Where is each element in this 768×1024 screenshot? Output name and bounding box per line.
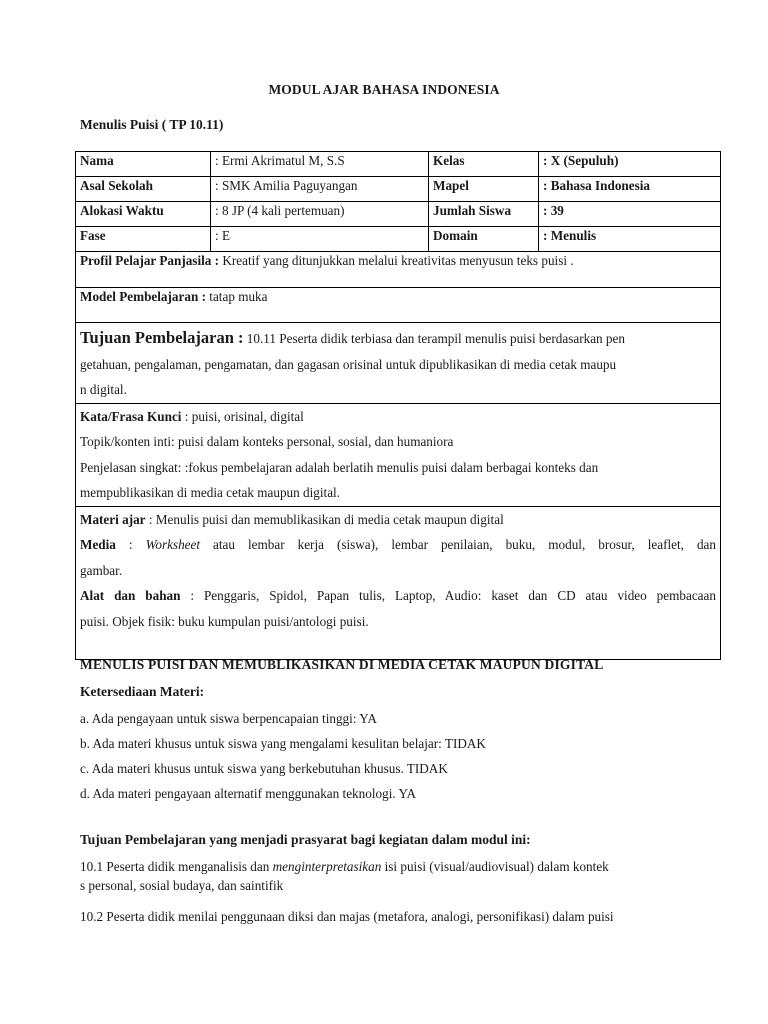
list-item: c. Ada materi khusus untuk siswa yang berkebutuhan khusus. TIDAK <box>80 761 448 776</box>
alat-text2: puisi. Objek fisik: buku kumpulan puisi/antologi puisi. <box>80 613 369 629</box>
profil-cell <box>76 252 721 288</box>
penjelasan-line1: Penjelasan singkat: :fokus pembelajaran adalah berlatih menulis puisi dalam berbagai konteks dan <box>80 459 599 475</box>
table-row <box>76 227 721 252</box>
value-fase: : E <box>211 227 429 252</box>
model-text: tatap muka <box>205 289 268 304</box>
document-title: MODUL AJAR BAHASA INDONESIA <box>268 82 500 97</box>
prasyarat-list <box>80 857 712 938</box>
tujuan-cell <box>76 323 721 404</box>
materi-label: Materi ajar <box>80 511 146 527</box>
value-mapel: : Bahasa Indonesia <box>539 177 721 202</box>
prasyarat-text: s personal, sosial budaya, dan saintifik <box>80 878 284 893</box>
table-row <box>76 252 721 288</box>
media-label: Media <box>80 537 116 552</box>
tujuan-line1: 10.11 Peserta didik terbiasa dan terampil menulis puisi berdasarkan pen <box>243 331 625 346</box>
value-alokasi-waktu: : 8 JP (4 kali pertemuan) <box>211 202 429 227</box>
info-table <box>75 151 721 660</box>
ketersediaan-list <box>80 706 720 806</box>
table-row <box>76 288 721 323</box>
label-asal-sekolah: Asal Sekolah <box>76 177 211 202</box>
alat-label: Alat dan bahan <box>80 588 181 603</box>
tujuan-line3: n digital. <box>80 382 127 397</box>
prasyarat-item-10-2: 10.2 Peserta didik menilai penggunaan diksi dan majas (metafora, analogi, personifikasi) dalam puisi <box>80 909 614 924</box>
media-sep: : <box>115 537 146 552</box>
penjelasan-line2: mempublikasikan di media cetak maupun digital. <box>80 485 341 500</box>
alat-text1: : Penggaris, Spidol, Papan tulis, Laptop, Audio: kaset dan CD atau video pembacaan <box>180 588 716 603</box>
media-text1: atau lembar kerja (siswa), lembar penilaian, buku, modul, brosur, leaflet, dan <box>200 537 716 552</box>
label-fase: Fase <box>76 227 211 252</box>
table-row <box>76 152 721 177</box>
model-label: Model Pembelajaran : <box>80 289 206 304</box>
value-nama: : Ermi Akrimatul M, S.S <box>211 152 429 177</box>
media-text2: gambar. <box>80 562 123 578</box>
label-jumlah-siswa: Jumlah Siswa <box>429 202 539 227</box>
document-subtitle: Menulis Puisi ( TP 10.11) <box>80 117 224 132</box>
value-kelas: : X (Sepuluh) <box>539 152 721 177</box>
prasyarat-item-10-1 <box>80 857 712 895</box>
ketersediaan-heading: Ketersediaan Materi: <box>80 684 205 699</box>
section-heading: MENULIS PUISI DAN MEMUBLIKASIKAN DI MEDIA CETAK MAUPUN DIGITAL <box>80 657 604 672</box>
media-worksheet: Worksheet <box>145 537 201 552</box>
tujuan-label: Tujuan Pembelajaran : <box>80 328 244 347</box>
model-cell <box>76 288 721 323</box>
label-nama: Nama <box>76 152 211 177</box>
kata-cell <box>76 403 721 506</box>
topik-text: Topik/konten inti: puisi dalam konteks personal, sosial, dan humaniora <box>80 434 454 449</box>
table-row <box>76 202 721 227</box>
list-item: b. Ada materi khusus untuk siswa yang mengalami kesulitan belajar: TIDAK <box>80 736 486 751</box>
table-row <box>76 177 721 202</box>
table-row <box>76 403 721 506</box>
list-item: a. Ada pengayaan untuk siswa berpencapaian tinggi: YA <box>80 711 377 726</box>
prasyarat-heading: Tujuan Pembelajaran yang menjadi prasyarat bagi kegiatan dalam modul ini: <box>80 832 531 847</box>
label-kelas: Kelas <box>429 152 539 177</box>
profil-label: Profil Pelajar Panjasila : <box>80 253 220 268</box>
materi-cell <box>76 506 721 659</box>
label-alokasi-waktu: Alokasi Waktu <box>76 202 211 227</box>
value-jumlah-siswa: : 39 <box>539 202 721 227</box>
value-asal-sekolah: : SMK Amilia Paguyangan <box>211 177 429 202</box>
list-item: d. Ada materi pengayaan alternatif menggunakan teknologi. YA <box>80 786 417 801</box>
table-row <box>76 323 721 404</box>
prasyarat-text: isi puisi (visual/audiovisual) dalam kontek <box>381 859 609 874</box>
kata-text: : puisi, orisinal, digital <box>181 408 304 424</box>
label-mapel: Mapel <box>429 177 539 202</box>
label-domain: Domain <box>429 227 539 252</box>
kata-label: Kata/Frasa Kunci <box>80 408 182 424</box>
tujuan-line2: getahuan, pengalaman, pengamatan, dan gagasan orisinal untuk dipublikasikan di media cetak maupu <box>80 356 617 372</box>
materi-text: : Menulis puisi dan memublikasikan di media cetak maupun digital <box>145 511 504 527</box>
table-row <box>76 506 721 659</box>
value-domain: : Menulis <box>539 227 721 252</box>
profil-text: Kreatif yang ditunjukkan melalui kreativitas menyusun teks puisi . <box>219 253 574 268</box>
prasyarat-text: 10.1 Peserta didik menganalisis dan <box>80 859 273 874</box>
prasyarat-italic: menginterpretasikan <box>272 859 382 874</box>
